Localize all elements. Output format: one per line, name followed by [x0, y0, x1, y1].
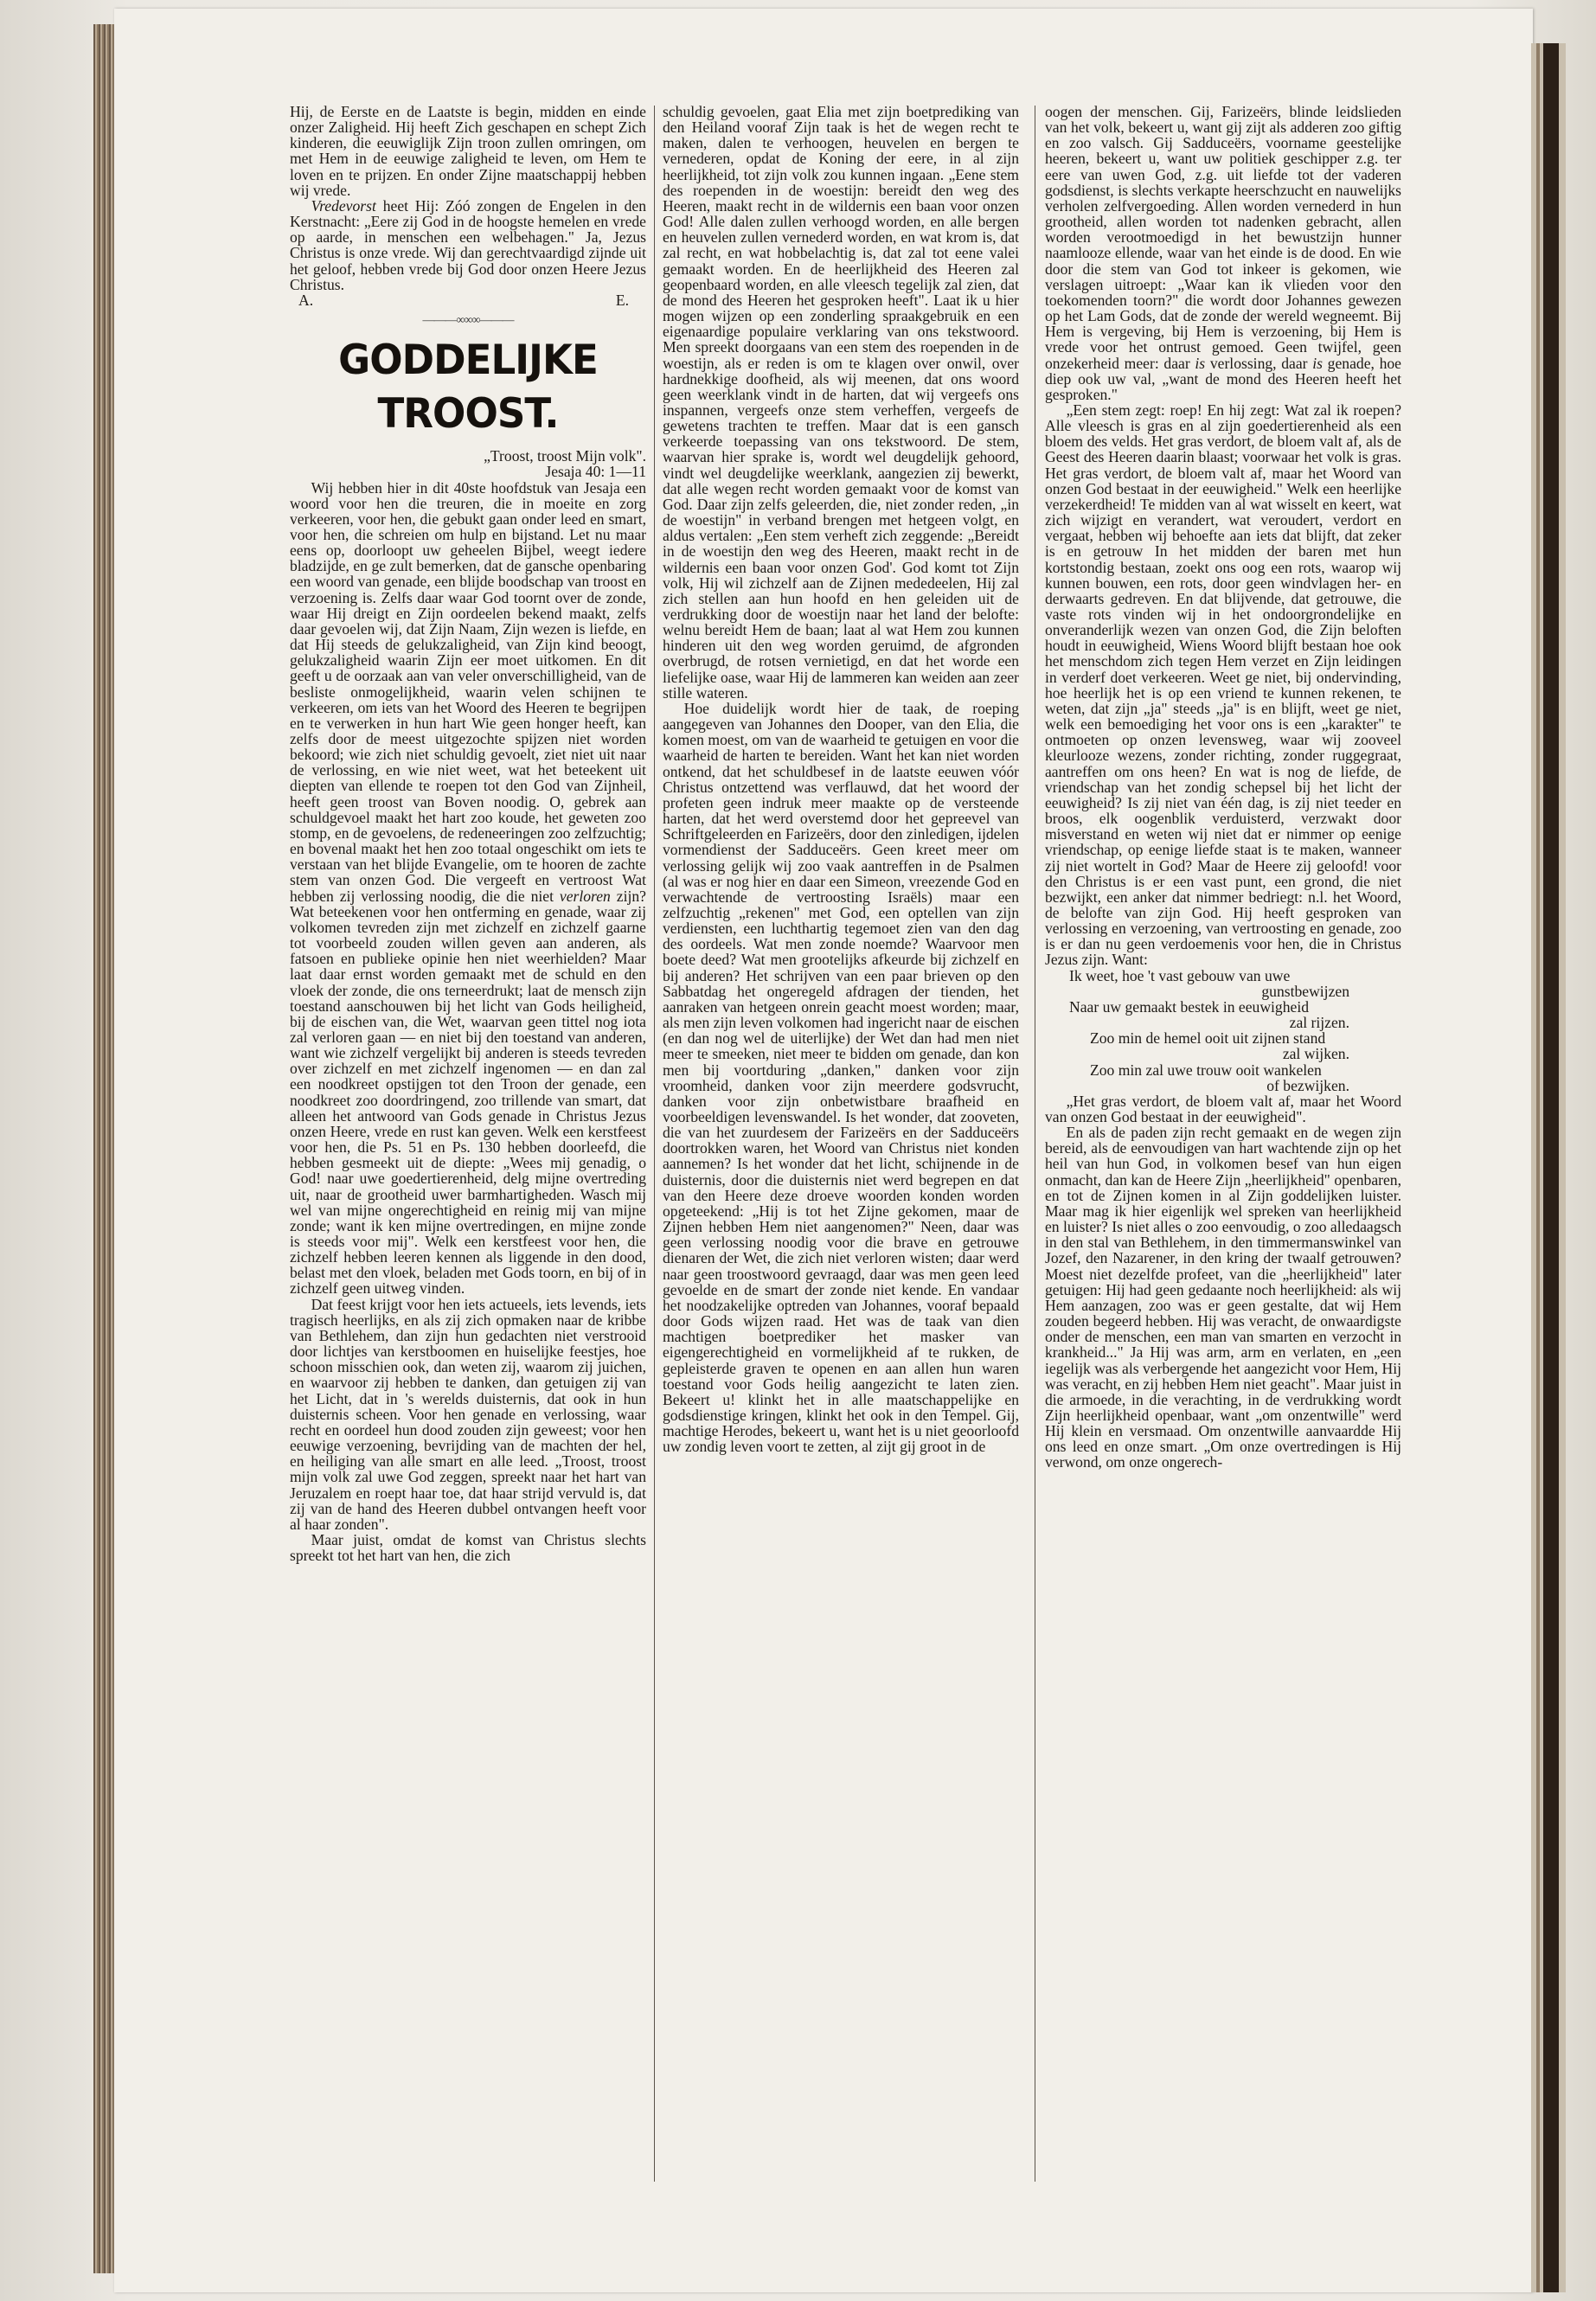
poem-line: Zoo min de hemel ooit uit zijnen stand — [1090, 1029, 1326, 1048]
poem — [1045, 968, 1401, 1093]
poem-line: of bezwijken. — [1266, 1076, 1349, 1094]
book-binding-edge — [93, 24, 114, 2273]
column-1 — [290, 104, 646, 1563]
column-2 — [663, 104, 1019, 1454]
column-3 — [1045, 104, 1401, 1471]
poem-line: Zoo min zal uwe trouw ooit wankelen — [1090, 1061, 1322, 1079]
motto-reference: Jesaja 40: 1—11 — [545, 463, 646, 481]
poem-line: zal rijzen. — [1289, 1014, 1349, 1032]
signature-initial-right: E. — [615, 291, 629, 309]
article-headline: GODDELIJKE TROOST. — [338, 336, 598, 439]
poem-line: zal wijken. — [1282, 1045, 1349, 1063]
signature — [290, 292, 646, 308]
signature-initial-left: A. — [298, 291, 314, 309]
paragraph: Maar juist, omdat de komst van Christus slechts spreekt tot het hart van hen, die zich — [290, 1530, 646, 1565]
paragraph: schuldig gevoelen, gaat Elia met zijn boetprediking van den Heiland vooraf Zijn taak is het de wegen recht te maken, dalen te verhoogen, heuvelen en bergen te vernederen, opdat de Koning der eere, in al zijn heerlijkheid, tot zijn volk zou kunnen ingaan. „Eene stem des roependen in de woestijn: bereidt den weg des Heeren, maakt recht in de wildernis een baan voor onzen God! Alle dalen zullen verhoogd worden, en alle bergen en heuvelen zullen vernederd worden, en wat krom is, dat zal recht, en wat hobbelachtig is, dat zal tot eene valei gemaakt worden. En de heerlijkheid des Heeren zal geopenbaard worden, en alle vleesch tegelijk zal zien, dat de mond des Heeren het gesproken heeft". Laat ik u hier mogen wijzen op een zonderling spraakgebruik en een eigenaardige populaire verklaring van ons tekstwoord. Men spreekt doorgaans van een stem des roependen in de woestijn, als er reden is om te klagen over onwil, over hardnekkige doofheid, als wij meenen, dat ons woord geen weerklank vindt in de harten, dat wij vergeefs ons inspannen, vergeefs onze stem verheffen, vergeefs de gewetens trachten te treffen. Maar dat is een gansch verkeerde toepassing van ons tekstwoord. De stem, waarvan hier sprake is, wordt wel deugdelijk gehoord, vindt wel deugdelijke weerklank, aangezien zij bewerkt, dat alle wegen recht worden gemaakt voor de komst van God. Daar zijn zelfs geleerden, die, niet zonder reden, „in de woestijn" in verband brengen met hetgeen volgt, en aldus vertalen: „Een stem verheft zich zeggende: „Bereidt in de woestijn den weg des Heeren, maakt recht in de wildernis een baan voor onzen God'. God komt tot Zijn volk, Hij wil zichzelf aan de Zijnen mededeelen, Hij zal zich stellen aan hun hoofd en hen geleiden uit de verdrukking door de woestijn naar het land der belofte: welnu bereidt Hem de baan; laat al wat Hem zou kunnen hinderen uit den weg worden geruimd, de afgronden overbrugd, de rotsen vernietigd, en dat het worde een liefelijke oase, waar Hij de lammeren kan weiden aan zeer stille wateren. — [663, 103, 1019, 702]
paragraph: „Een stem zegt: roep! En hij zegt: Wat zal ik roepen? Alle vleesch is gras en al zijn goedertierenheid als een bloem des velds. Het gras verdort, de bloem valt af, als de Geest des Heeren daarin blaast; voorwaar het volk is gras. Het gras verdort, de bloem valt af, maar het Woord van onzen God bestaat in der eeuwigheid." Welk een heerlijke verzekerdheid! Te midden van al wat wisselt en keert, wat zich wijzigt en verandert, wat veroudert, verdort en vergaat, hebben wij behoefte aan iets dat blijft, dat zeker is en getrouw In het midden der baren met hun kortstondig bestaan, zoekt ons oog een rots, waarop wij kunnen bouwen, een rots, door geen windvlagen her- en derwaarts gedreven. En dat blijvende, dat getrouwe, die vaste rots vinden wij in het ondoorgrondelijke en onveranderlijk wezen van onzen God, die Zijn beloften houdt in eeuwigheid, Wiens Woord blijft bestaan hoe ook het menschdom zich tegen Hem verzet en Zijn leidingen in verderf doet verkeeren. Weet ge niet, bij ondervinding, hoe heerlijk het is op een vriend te kunnen rekenen, te weten, dat zijn „ja" steeds „ja" is en blijft, weet ge niet, welk een bemoediging het voor ons is een „karakter" te ontmoeten op onzen levensweg, waar wij zooveel kleurlooze wezens, zonder richting, zonder ruggegraat, aantreffen om ons heen? En wat is nog de liefde, de vriendschap van het zondig schepsel bij het licht der eeuwigheid? Is zij niet van één dag, is zij niet teeder en broos, elk oogenblik verduisterd, verzwakt door misverstand en weten wij niet dat er nimmer op eenige vriendschap, op eenige liefde staat is te maken, wanneer zij niet wortelt in God? Maar de Heere zij geloofd! voor den Christus is er een vast punt, een grond, die niet bezwijkt, een anker dat nimmer bedriegt: n.l. het Woord, de belofte van zijn God. Hij heeft gesproken van verlossing en verzoening, van vertroosting en genade, zoo is er dan nu geen verdoemenis voor hen, die in Christus Jezus zijn. Want: — [1045, 401, 1401, 969]
paragraph: En als de paden zijn recht gemaakt en de wegen zijn bereid, als de eenvoudigen van hart wachtende zijn op het heil van hun God, in volkomen besef van hun eigen onmacht, dan kan de Heere Zijn „heerlijkheid" openbaren, en tot de Zijnen komen in al Zijn goddelijken luister. Maar mag ik hier eigenlijk wel spreken van heerlijkheid en luister? Is niet alles o zoo eenvoudig, o zoo alledaagsch in den stal van Bethlehem, in den timmermanswinkel van Jozef, den Nazarener, in den kring der twaalf getrouwen? Moest niet dezelfde profeet, van die „heerlijkheid" later getuigen: Hij had geen gedaante noch heerlijkheid: als wij Hem aanzagen, zoo was er geen gestalte, dat wij Hem zouden begeerd hebben. Hij was veracht, de onwaardigste onder de menschen, een man van smarten en verzocht in krankheid..." Ja Hij was arm, arm en verlaten, en „een iegelijk was als verbergende het aangezicht voor Hem, Hij was veracht, en zij hebben Hem niet geacht". Maar juist in die armoede, in die verachting, in de verdrukking wordt Zijn heerlijkheid openbaar, want „om onzentwille" werd Hij klein en versmaad. Om onzentwille aanvaardde Hij ons leed en onze smart. „Om onze overtredingen is Hij verwond, om onze ongerech- — [1045, 1124, 1401, 1471]
paragraph: Wij hebben hier in dit 40ste hoofdstuk van Jesaja een woord voor hen die treuren, die in moeite en zorg verkeeren, voor hen, die gebukt gaan onder leed en smart, voor hen, die schreien om hulp en bijstand. Let nu maar eens op, doorloopt uw geheelen Bijbel, weegt iedere bladzijde, en ge zult bemerken, dat de gansche openbaring een woord van genade, een blijde boodschap van troost en verzoening is. Zelfs daar waar God toornt over de zonde, waar Hij dreigt en Zijn oordeelen bekend maakt, zelfs daar gevoelen wij, dat Zijn Naam, Zijn wezen is liefde, en dat Hij steeds de gelukzaligheid, van Zijn kind beoogt, gelukzaligheid waarin Zijn eer moet uitkomen. En dit geeft u de oorzaak aan van veler onverschilligheid, van de besliste onmogelijkheid, waarin velen schijnen te verkeeren, om iets van het Woord des Heeren te begrijpen en te verwerken in hun hart Wie geen honger heeft, kan zelfs door de meest uitgezochte spijzen niet worden bekoord; wie zich niet schuldig gevoelt, ziet niet uit naar de verlossing, en wie niet weet, wat het beteekent uit diepten van ellende te roepen tot den God van Zijnheil, heeft geen troost van Boven noodig. O, gebrek aan schuldgevoel maakt het hart zoo koude, het geweten zoo stomp, en de gevoelens, de redeneeringen zoo zelfzuchtig; en bovenal maakt het hen zoo totaal ongeschikt om iets te verstaan van het blijde Evangelie, om te hooren de zachte stem van onzen God. Die vergeeft en vertroost Wat hebben zij verlossing noodig, die die niet verloren zijn? Wat beteekenen voor hen ontferming en genade, waar zij volkomen tevreden zijn met zichzelf en zichzelf gaarne tot voorbeeld zouden willen geven aan anderen, als fatsoen en publieke opinie hen niet weerhielden? Maar laat daar ernst worden gemaakt met de schuld en den vloek der zonde, die ons terneerdrukt; laat de mensch zijn toestand aanschouwen bij het licht van Gods heiligheid, bij de eischen van, die Wet, waarvan geen tittel nog iota zal verloren gaan — en niet bij den toestand van anderen, want wie zichzelf vergelijkt bij anderen is steeds tevreden over zichzelf en met zichzelf ingenomen — en dan zal een noodkreet opstijgen tot den Troon der genade, een noodkreet zoo doordringend, zoo trillende van smart, dat alleen het antwoord van Gods genade in Christus Jezus onzen Heere, vrede en rust kan geven. Welk een kerstfeest voor hen, die Ps. 51 en Ps. 130 hebben doorleefd, die hebben gesmeekt uit de diepte: „Wees mij genadig, o God! naar uwe goedertierenheid, delg mijne overtreding uit, naar de grootheid uwer barmhartigheden. Wasch mij wel van mijne ongerechtigheid en reinig mij van mijne zonde; want ik ken mijne overtredingen, en mijne zonde is steeds voor mij". Welk een kerstfeest voor hen, die zichzelf hebben leeren kennen als liggende in den dood, belast met den vloek, beladen met Gods toorn, en bij of in zichzelf geen uitweg vinden. — [290, 478, 646, 1298]
column-rule-1 — [654, 106, 655, 2182]
paragraph: Hoe duidelijk wordt hier de taak, de roeping aangegeven van Johannes den Dooper, van den Elia, die komen moest, om van de waarheid te getuigen en voor die waarheid de harten te bereiden. Want het kan niet worden ontkend, dat het schuldbesef in de laatste eeuwen vóór Christus ontzettend was verflauwd, dat het woord der profeten geen indruk meer maakte op de versteende harten, dat het werd overstemd door het gepreevel van Schriftgeleerden en Farizeërs, door den zinledigen, ijdelen vormendienst der Sadduceërs. Geen kreet meer om verlossing gelijk wij zoo vaak aantreffen in de Psalmen (al was er nog hier en daar een Simeon, vreezende God en verwachtende de vertroosting Israëls) maar een zelfzuchtig „rekenen" met God, een optellen van zijn verdiensten, een luchthartig tegemoet zien van den dag des oordeels. Wat men zonde noemde? Waarvoor men boete deed? Wat men grootelijks afkeurde bij zichzelf en bij anderen? Het schrijven van een paar brieven op den Sabbatdag het ongeregeld afdragen der tienden, het aanraken van hetgeen onrein geacht moest worden; maar, als men zijn leven volkomen had ingericht naar de eischen (en dan nog wel de uiterlijke) der Wet dan had men niet meer te smeeken, niet meer te bidden om genade, dan kon men bij voortduring „danken," danken voor zijn vroomheid, danken voor zijn meerdere godsvrucht, danken voor zijn onbetwistbare braafheid en voorbeeldigen levenswandel. Is het wonder, dat zooveten, die van het zuurdesem der Farizeërs en der Sadduceërs doortrokken waren, het Woord van Christus niet konden aannemen? Is het wonder dat het licht, schijnende in de duisternis, door die duisternis niet werd begrepen en dat van den Heere deze droeve woorden konden worden opgeteekend: „Hij is tot het Zijne gekomen, maar de Zijnen hebben Hem niet aangenomen?" Neen, daar was geen verlossing noodig voor die brave en getrouwe dienaren der Wet, die zich niet verloren wisten; daar werd naar geen troostwoord gevraagd, daar was men geen leed gevoelde en de smart der zonde niet kende. En vandaar het noodzakelijke optreden van Johannes, vooraf bepaald door Gods wijzen raad. Het was de taak van dien machtigen boetprediker het masker van eigengerechtigheid en vormelijkheid af te rukken, de gepleisterde graven te openen en aan allen hun waren toestand voor Gods heilig aangezicht te laten zien. Bekeert u! klinkt het in alle maatschappelijke en godsdienstige kringen, klinkt het ook in den Tempel. Gij, machtige Herodes, bekeert u, want het is u niet geoorloofd uw zondig leven voort te zetten, al zijt gij groot in de — [663, 699, 1019, 1456]
ornament-divider: ———∞∞∞——— — [422, 314, 514, 328]
paragraph: Vredevorst heet Hij: Zóó zongen de Engelen in den Kerstnacht: „Eere zij God in de hoogste hemelen en vrede op aarde, in menschen een welbehagen." Ja, Jezus Christus is onze vrede. Wij dan gerechtvaardigd zijnde uit het geloof, hebben vrede bij God door onzen Heere Jezus Christus. — [290, 196, 646, 293]
emphasis: Vredevorst — [311, 196, 376, 215]
motto: „Troost, troost Mijn volk". — [484, 447, 646, 465]
poem-line: Ik weet, hoe 't vast gebouw van uwe — [1069, 966, 1291, 984]
paragraph: Hij, de Eerste en de Laatste is begin, midden en einde onzer Zaligheid. Hij heeft Zich geschapen en schept Zich kinderen, die eeuwiglijk Zijn troon zullen omringen, om met Hem in de eeuwige zaligheid te leven, om Hem te loven en te prijzen. En onder Zijne maatschappij hebben wij vrede. — [290, 103, 646, 199]
paragraph: Dat feest krijgt voor hen iets actueels, iets levends, iets tragisch heerlijks, en als zij zich opmaken naar de kribbe van Bethlehem, dan zijn hun gedachten niet verstrooid door lichtjes van kerstboomen en huiselijke feestjes, hoe schoon misschien ook, dan weten zij, waarom zij juichen, en waarvoor zij hebben te danken, dan getuigen zij van het Licht, dat in 's werelds duisternis, dat ook in hun duisternis scheen. Voor hen genade en verlossing, waar recht en oordeel hun dood zouden zijn geweest; voor hen eeuwige verzoening, bevrijding van de machten der hel, en heiliging van alle smart en alle leed. „Troost, troost mijn volk zal uwe God zeggen, spreekt naar het hart van Jeruzalem en roept haar toe, dat haar strijd vervuld is, dat zij van de hand des Heeren dubbel ontvangen heeft voor al haar zonden". — [290, 1295, 646, 1533]
paragraph: „Het gras verdort, de bloem valt af, maar het Woord van onzen God bestaat in der eeuwigheid". — [1045, 1092, 1401, 1125]
paragraph: oogen der menschen. Gij, Farizeërs, blinde leidslieden van het volk, bekeert u, want gij zijt als adderen zoo giftig en zoo valsch. Gij Sadduceërs, voorname geestelijke heeren, bekeert u, want uw politiek geschipper z.g. ter eere van uwen God, z.g. uit liefde tot der vaderen godsdienst, is slechts verkapte heerschzucht en nauwelijks verholen zelfvergoeding. Allen worden vernederd in hun grootheid, allen worden tot nadenken gebracht, allen worden verootmoedigd in het bewustzijn hunner naamlooze ellende, waar van het einde is de dood. En wie door die stem van God tot inkeer is gekomen, wie verslagen uitroept: „Waar kan ik vlieden voor den toekomenden toorn?" die wordt door Johannes gewezen op het Lam Gods, dat de zonde der wereld wegneemt. Bij Hem is vergeving, bij Hem is verzoening, bij Hem is vrede voor het ontrust gemoed. Geen twijfel, geen onzekerheid meer: daar is verlossing, daar is genade, hoe diep ook uw val, „want de mond des Heeren heeft het gesproken." — [1045, 103, 1401, 403]
poem-line: Naar uw gemaakt bestek in eeuwigheid — [1069, 997, 1309, 1016]
poem-line: gunstbewijzen — [1261, 982, 1349, 1000]
right-page-edge — [1531, 43, 1566, 2292]
